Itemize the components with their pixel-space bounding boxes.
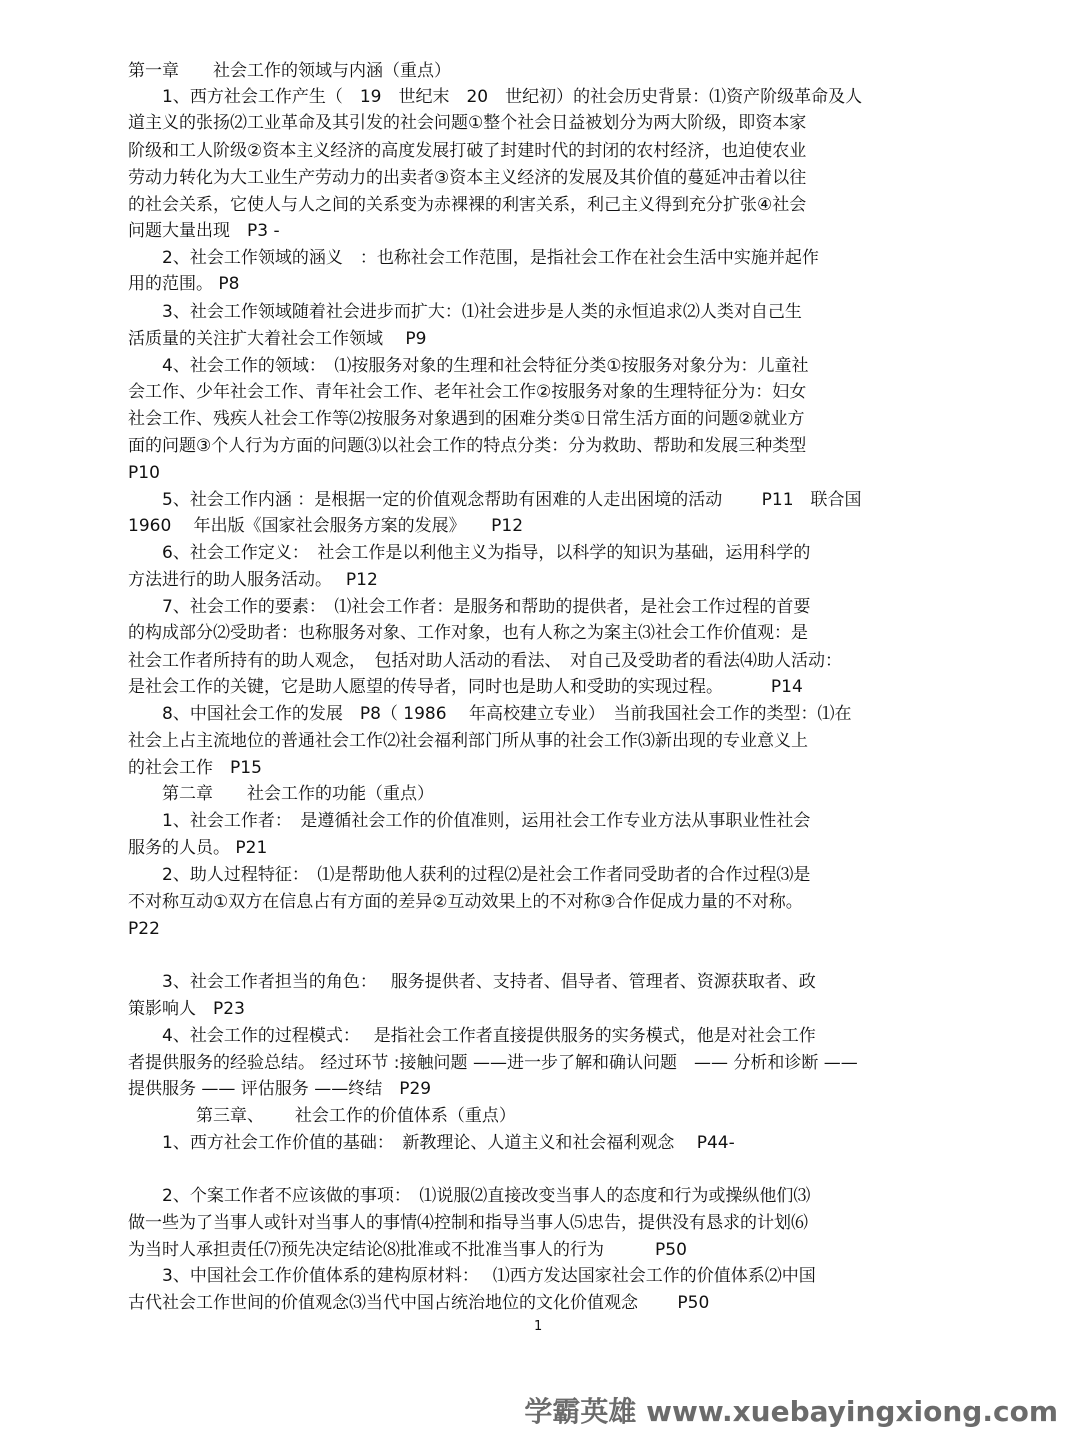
text-line: 3、社会工作领域随着社会进步而扩大：⑴社会进步是人类的永恒追求⑵人类对自己生 xyxy=(128,302,802,322)
text-line: 社会工作、残疾人社会工作等⑵按服务对象遇到的困难分类①日常生活方面的问题②就业方 xyxy=(128,409,805,429)
text-line: 6、社会工作定义： 社会工作是以利他主义为指导，以科学的知识为基础，运用科学的 xyxy=(128,543,811,563)
text-line: 活质量的关注扩大着社会工作领域 P9 xyxy=(128,329,427,349)
text-line: 2、个案工作者不应该做的事项： ⑴说服⑵直接改变当事人的态度和行为或操纵他们⑶ xyxy=(128,1186,811,1206)
text-line: 问题大量出现 P3 - xyxy=(128,221,280,241)
text-line: 会工作、少年社会工作、青年社会工作、老年社会工作②按服务对象的生理特征分为：妇女 xyxy=(128,382,807,402)
chapter-2-heading: 第二章 社会工作的功能（重点） xyxy=(128,784,434,804)
text-line: 面的问题③个人行为方面的问题⑶以社会工作的特点分类：分为救助、帮助和发展三种类型 xyxy=(128,436,807,456)
text-line: 2、助人过程特征： ⑴是帮助他人获利的过程⑵是社会工作者同受助者的合作过程⑶是 xyxy=(128,865,811,885)
text-line: 5、社会工作内涵 ：是根据一定的价值观念帮助有困难的人走出困境的活动 P11 联合国 xyxy=(128,490,862,510)
text-line: 是社会工作的关键，它是助人愿望的传导者，同时也是助人和受助的实现过程。 P14 xyxy=(128,677,803,697)
text-line: P22 xyxy=(128,919,160,939)
text-line: 社会上占主流地位的普通社会工作⑵社会福利部门所从事的社会工作⑶新出现的专业意义上 xyxy=(128,731,808,751)
text-line: 者提供服务的经验总结。 经过环节 :接触问题 ——进一步了解和确认问题 —— 分析和诊断 —— xyxy=(128,1053,858,1073)
text-line: 做一些为了当事人或针对当事人的事情⑷控制和指导当事人⑸忠告，提供没有恳求的计划⑹ xyxy=(128,1213,808,1233)
text-line: 道主义的张扬⑵工业革命及其引发的社会问题①整个社会日益被划分为两大阶级，即资本家 xyxy=(128,113,807,133)
page-number: 1 xyxy=(534,1319,543,1334)
text-line: 8、中国社会工作的发展 P8（ 1986 年高校建立专业） 当前我国社会工作的类型：⑴在 xyxy=(128,704,852,724)
text-line: 1、社会工作者： 是遵循社会工作的价值准则，运用社会工作专业方法从事职业性社会 xyxy=(128,811,811,831)
text-line: 1960 年出版《国家社会服务方案的发展》 P12 xyxy=(128,516,524,536)
text-line: 的构成部分⑵受助者：也称服务对象、工作对象，也有人称之为案主⑶社会工作价值观：是 xyxy=(128,623,808,643)
text-line: 7、社会工作的要素： ⑴社会工作者：是服务和帮助的提供者，是社会工作过程的首要 xyxy=(128,597,811,617)
text-line: 策影响人 P23 xyxy=(128,999,245,1019)
text-line: 4、社会工作的领域： ⑴按服务对象的生理和社会特征分类①按服务对象分为：儿童社 xyxy=(128,356,809,376)
text-line: 服务的人员。 P21 xyxy=(128,838,268,858)
text-line: 3、中国社会工作价值体系的建构原材料： ⑴西方发达国家社会工作的价值体系⑵中国 xyxy=(128,1266,816,1286)
text-line: 的社会关系，它使人与人之间的关系变为赤裸裸的利害关系，利己主义得到充分扩张④社会 xyxy=(128,195,807,215)
chapter-1-heading: 第一章 社会工作的领域与内涵（重点） xyxy=(128,61,451,81)
text-line: 劳动力转化为大工业生产劳动力的出卖者③资本主义经济的发展及其价值的蔓延冲击着以往 xyxy=(128,168,807,188)
chapter-3-heading: 第三章、 社会工作的价值体系（重点） xyxy=(128,1106,516,1126)
watermark: 学霸英雄 www.xuebayingxiong.com xyxy=(524,1395,1058,1428)
text-line: 1、西方社会工作产生（ 19 世纪末 20 世纪初）的社会历史背景：⑴资产阶级革命及人 xyxy=(128,87,863,107)
text-line: 古代社会工作世间的价值观念⑶当代中国占统治地位的文化价值观念 P50 xyxy=(128,1293,710,1313)
text-line: 3、社会工作者担当的角色： 服务提供者、支持者、倡导者、管理者、资源获取者、政 xyxy=(128,972,816,992)
text-line: 2、社会工作领域的涵义 ：也称社会工作范围，是指社会工作在社会生活中实施并起作 xyxy=(128,248,819,268)
text-line: 阶级和工人阶级②资本主义经济的高度发展打破了封建时代的封闭的农村经济，也迫使农业 xyxy=(128,141,807,161)
text-line: 提供服务 —— 评估服务 ——终结 P29 xyxy=(128,1079,432,1099)
text-line: 不对称互动①双方在信息占有方面的差异②互动效果上的不对称③合作促成力量的不对称。 xyxy=(128,892,803,912)
text-line: 4、社会工作的过程模式： 是指社会工作者直接提供服务的实务模式，他是对社会工作 xyxy=(128,1026,816,1046)
text-line: 用的范围。 P8 xyxy=(128,274,240,294)
text-line: 为当时人承担责任⑺预先决定结论⑻批准或不批准当事人的行为 P50 xyxy=(128,1240,687,1260)
text-line: 的社会工作 P15 xyxy=(128,758,262,778)
text-line: P10 xyxy=(128,463,160,483)
text-line: 社会工作者所持有的助人观念， 包括对助人活动的看法、 对自己及受助者的看法⑷助人活动： xyxy=(128,651,842,671)
text-line: 方法进行的助人服务活动。 P12 xyxy=(128,570,378,590)
text-line: 1、西方社会工作价值的基础： 新教理论、人道主义和社会福利观念 P44- xyxy=(128,1133,735,1153)
